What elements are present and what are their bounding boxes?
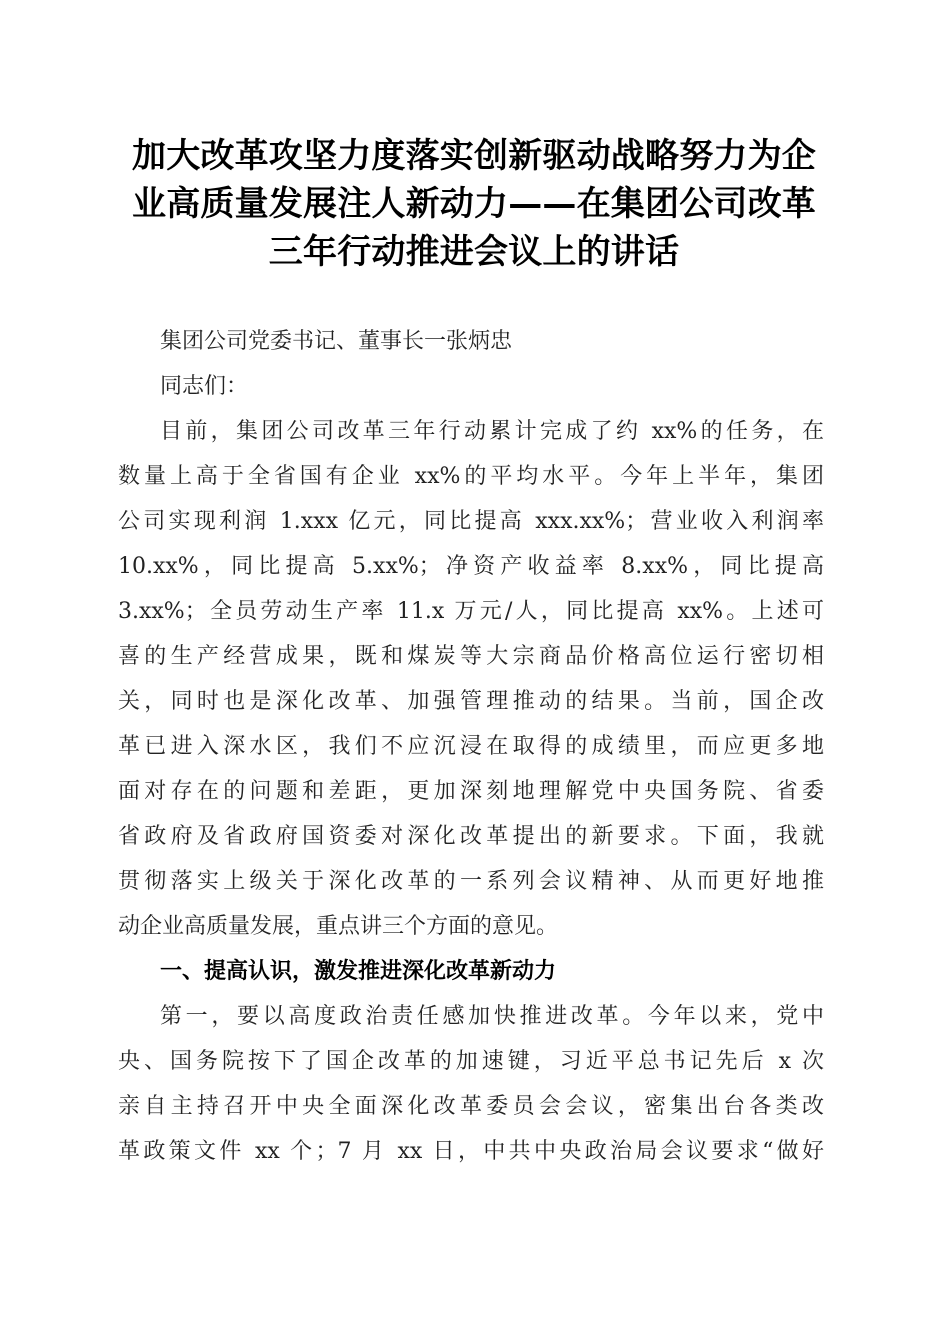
section-heading: 一、提高认识，激发推进深化改革新动力 — [160, 959, 557, 984]
salutation: 同志们： — [160, 374, 249, 399]
paragraph-line: 喜的生产经营成果，既和煤炭等大宗商品价格高位运行密切相 — [118, 644, 824, 669]
paragraph-2 — [118, 994, 824, 1174]
paragraph-line: 亲自主持召开中央全面深化改革委员会会议，密集出台各类改 — [118, 1094, 824, 1119]
paragraph-line: 目前，集团公司改革三年行动累计完成了约 xx%的任务，在 — [160, 419, 824, 444]
speaker-line: 集团公司党委书记、董事长一张炳忠 — [160, 329, 513, 354]
paragraph-line: 面对存在的问题和差距，更加深刻地理解党中央国务院、省委 — [118, 779, 824, 804]
document-title: 加大改革攻坚力度落实创新驱动战略努力为企业高质量发展注人新动力——在集团公司改革三年行动推进会议上的讲话 — [132, 136, 816, 272]
paragraph-line: 革政策文件 xx 个；7 月 xx 日，中共中央政治局会议要求“做好 — [118, 1139, 824, 1164]
paragraph-line: 第一，要以高度政治责任感加快推进改革。今年以来，党中 — [160, 1004, 824, 1029]
paragraph-line: 10.xx%，同比提高 5.xx%；净资产收益率 8.xx%，同比提高 — [118, 554, 824, 579]
paragraph-line: 数量上高于全省国有企业 xx%的平均水平。今年上半年，集团 — [118, 464, 824, 489]
paragraph-line: 省政府及省政府国资委对深化改革提出的新要求。下面，我就 — [118, 824, 824, 849]
paragraph-1 — [118, 409, 824, 949]
paragraph-line: 公司实现利润 1.xxx 亿元，同比提高 xxx.xx%；营业收入利润率 — [118, 509, 824, 534]
paragraph-line: 动企业高质量发展，重点讲三个方面的意见。 — [118, 914, 559, 939]
paragraph-line: 3.xx%；全员劳动生产率 11.x 万元/人，同比提高 xx%。上述可 — [118, 599, 824, 624]
paragraph-line: 央、国务院按下了国企改革的加速键，习近平总书记先后 x 次 — [118, 1049, 824, 1074]
paragraph-line: 贯彻落实上级关于深化改革的一系列会议精神、从而更好地推 — [118, 869, 824, 894]
paragraph-line: 关，同时也是深化改革、加强管理推动的结果。当前，国企改 — [118, 689, 824, 714]
document-body — [118, 319, 824, 1174]
paragraph-line: 革已进入深水区，我们不应沉浸在取得的成绩里，而应更多地 — [118, 734, 824, 759]
